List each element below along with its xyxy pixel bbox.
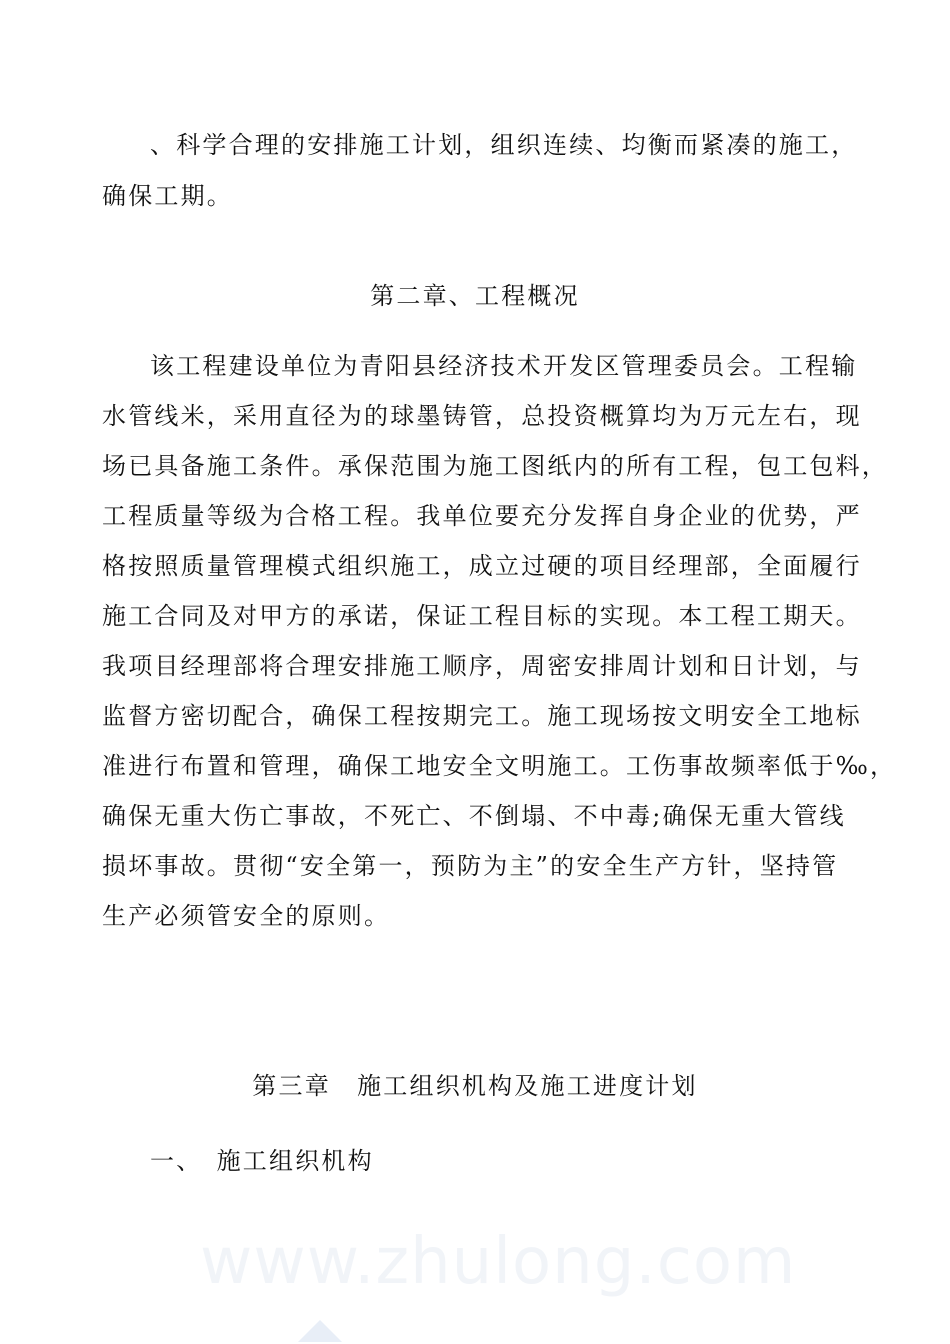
chapter2-line-12: 生产必须管安全的原则。 bbox=[102, 902, 391, 930]
chapter2-line-6: 施工合同及对甲方的承诺，保证工程目标的实现。本工程工期天。 bbox=[102, 602, 862, 630]
chapter2-line-3: 场已具备施工条件。承保范围为施工图纸内的所有工程，包工包料， bbox=[102, 452, 888, 480]
chapter3-heading: 第三章 施工组织机构及施工进度计划 bbox=[252, 1072, 698, 1100]
watermark-text: www.zhulong.com bbox=[200, 1225, 797, 1299]
chapter2-line-8: 监督方密切配合，确保工程按期完工。施工现场按文明安全工地标 bbox=[102, 702, 862, 730]
chapter2-line-5: 格按照质量管理模式组织施工，成立过硬的项目经理部，全面履行 bbox=[102, 552, 862, 580]
section1-heading: 一、 施工组织机构 bbox=[150, 1147, 374, 1175]
intro-line-2: 确保工期。 bbox=[102, 182, 233, 210]
chapter2-line-11: 损坏事故。贯彻“安全第一，预防为主”的安全生产方针，坚持管 bbox=[102, 852, 839, 880]
chapter2-line-7: 我项目经理部将合理安排施工顺序，周密安排周计划和日计划，与 bbox=[102, 652, 862, 680]
watermark-logo-icon bbox=[290, 1318, 350, 1344]
chapter2-line-1: 该工程建设单位为青阳县经济技术开发区管理委员会。工程输 bbox=[150, 352, 858, 380]
chapter2-heading: 第二章、工程概况 bbox=[370, 282, 580, 310]
chapter2-line-2: 水管线米，采用直径为的球墨铸管，总投资概算均为万元左右，现 bbox=[102, 402, 862, 430]
chapter2-line-9: 准进行布置和管理，确保工地安全文明施工。工伤事故频率低于‰， bbox=[102, 752, 897, 780]
chapter2-line-4: 工程质量等级为合格工程。我单位要充分发挥自身企业的优势，严 bbox=[102, 502, 862, 530]
chapter2-line-10: 确保无重大伤亡事故，不死亡、不倒塌、不中毒;确保无重大管线 bbox=[102, 802, 846, 830]
intro-line-1: 、科学合理的安排施工计划，组织连续、均衡而紧凑的施工， bbox=[150, 131, 858, 159]
